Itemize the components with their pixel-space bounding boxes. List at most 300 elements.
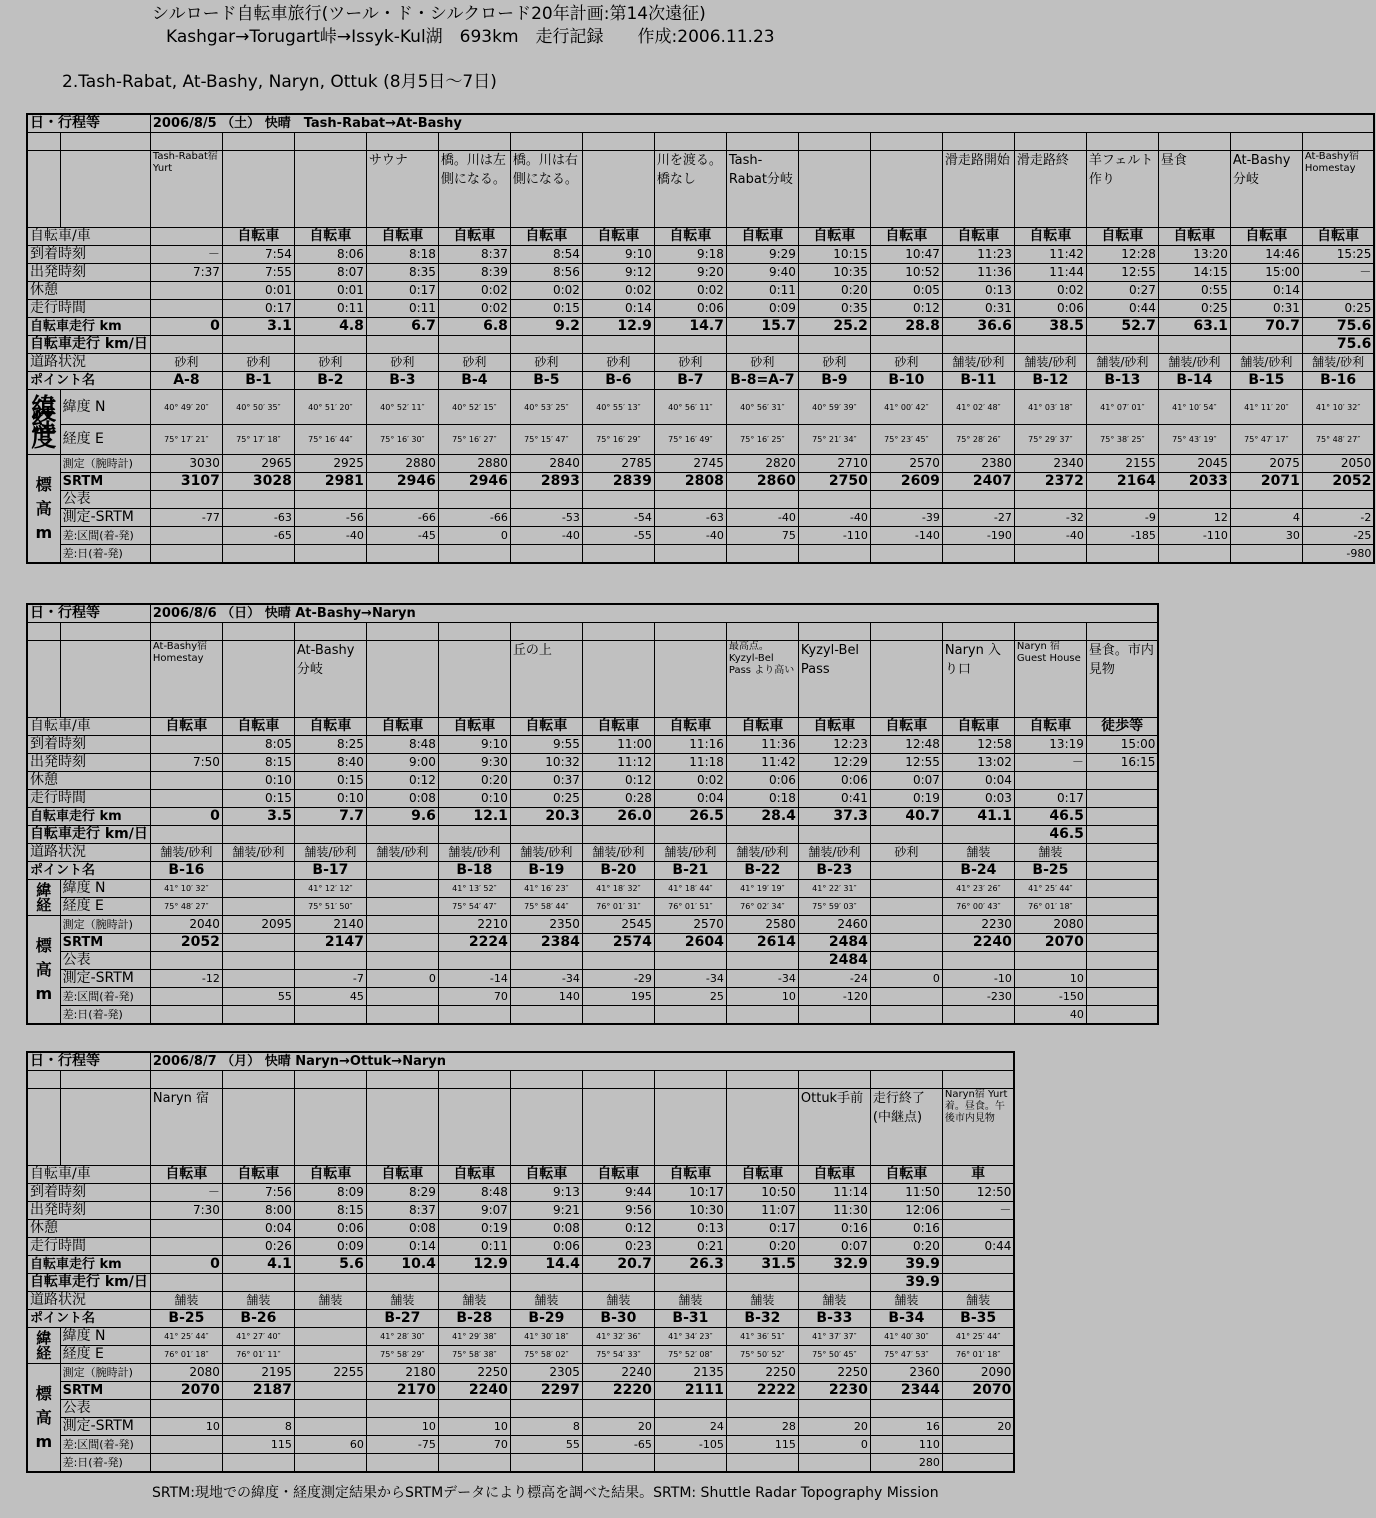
lon-cell: 75° 23′ 45″ (870, 425, 942, 455)
blank-cell (582, 1071, 654, 1089)
day-log-table-aug5 (26, 113, 1375, 564)
row-diff-srtm-cell: -66 (438, 509, 510, 527)
row-measured-cell: 2340 (1014, 455, 1086, 473)
row-road-cell: 舗装 (798, 1292, 870, 1310)
row-diff-srtm-cell: -40 (798, 509, 870, 527)
row-diff-srtm-cell (294, 1418, 366, 1436)
row-depart-cell: 7:55 (222, 264, 294, 282)
row-depart-cell: 8:00 (222, 1202, 294, 1220)
blank-cell (726, 133, 798, 151)
row-road-cell: 舗装/砂利 (1158, 354, 1230, 372)
row-measured-cell: 2305 (510, 1364, 582, 1382)
row-measured-cell: 2230 (942, 916, 1014, 934)
row-diff-day-cell (150, 545, 222, 564)
lat-cell: 41° 07′ 01″ (1086, 390, 1158, 425)
row-diff-srtm-cell: 10 (438, 1418, 510, 1436)
row-official-cell (654, 1400, 726, 1418)
lat-cell: 41° 28′ 30″ (366, 1328, 438, 1346)
row-vehicle (27, 1166, 1014, 1184)
row-vehicle-cell: 自転車 (582, 1166, 654, 1184)
row-diff-srtm-cell: -54 (582, 509, 654, 527)
row-srtm-cell: 2070 (1014, 934, 1086, 952)
row-arrive-cell: 9:44 (582, 1184, 654, 1202)
blank-cell (438, 623, 510, 641)
row-official-cell (150, 491, 222, 509)
row-rest (27, 772, 1158, 790)
row-vehicle-cell (150, 228, 222, 246)
lon-label: 経度 E (60, 1346, 150, 1364)
row-road-cell: 舗装/砂利 (1086, 354, 1158, 372)
row-depart-cell: 7:50 (150, 754, 222, 772)
row-diff-seg-cell: -65 (222, 527, 294, 545)
row-diff-seg-cell: -110 (798, 527, 870, 545)
row-measured-cell: 2080 (150, 1364, 222, 1382)
row-point-cell: B-35 (942, 1310, 1014, 1328)
row-ride-km-day-cell (582, 1274, 654, 1292)
row-ride-km-cell: 46.5 (1014, 808, 1086, 826)
row-vehicle-cell: 自転車 (510, 718, 582, 736)
row-ride-km-day-cell (366, 1274, 438, 1292)
row-rest-cell: 0:12 (582, 1220, 654, 1238)
row-official-label: 公表 (60, 952, 150, 970)
row-ride-km-day-cell (726, 336, 798, 354)
row-ride-km-cell: 28.4 (726, 808, 798, 826)
row-rest-cell: 0:02 (654, 282, 726, 300)
row-ride-km-day-cell (654, 336, 726, 354)
row-diff-day-cell (222, 545, 294, 564)
row-arrive-cell: 15:00 (1086, 736, 1158, 754)
row-rest-cell (942, 1220, 1014, 1238)
row-srtm-cell: 2604 (654, 934, 726, 952)
row-vehicle-cell: 自転車 (438, 1166, 510, 1184)
row-arrive-cell: 12:50 (942, 1184, 1014, 1202)
blank-cell (1014, 133, 1086, 151)
day-log-table-aug6 (26, 603, 1159, 1025)
row-point-cell: B-25 (1014, 862, 1086, 880)
row-point-cell: B-6 (582, 372, 654, 390)
row-diff-srtm-cell: -56 (294, 509, 366, 527)
lat-cell: 40° 59′ 39″ (798, 390, 870, 425)
row-official-cell (1230, 491, 1302, 509)
row-point-cell: B-34 (870, 1310, 942, 1328)
row-ride-km-day-cell (510, 826, 582, 844)
row-official-cell (294, 491, 366, 509)
point-description: Tash-Rabat分岐 (726, 151, 798, 228)
row-road-cell: 舗装 (726, 1292, 798, 1310)
row-measured-cell: 2250 (798, 1364, 870, 1382)
row-ride-km-day-cell (150, 1274, 222, 1292)
row-ride-km-day-cell (1014, 336, 1086, 354)
row-vehicle (27, 228, 1374, 246)
row-official-cell (366, 1400, 438, 1418)
row-diff-seg-cell: 140 (510, 988, 582, 1006)
row-diff-seg-cell (150, 1436, 222, 1454)
point-description (582, 641, 654, 718)
row-ride-km-cell: 37.3 (798, 808, 870, 826)
row-measured-cell: 2140 (294, 916, 366, 934)
lat-cell: 41° 27′ 40″ (222, 1328, 294, 1346)
row-ride-km-cell: 14.7 (654, 318, 726, 336)
row-arrive-cell: 11:23 (942, 246, 1014, 264)
row-diff-day-cell (510, 545, 582, 564)
row-arrive-cell: 11:16 (654, 736, 726, 754)
row-depart-cell: 10:32 (510, 754, 582, 772)
row-ride-time-cell: 0:11 (438, 1238, 510, 1256)
row-arrive-cell: 9:18 (654, 246, 726, 264)
point-description: 橋。川は右側になる。 (510, 151, 582, 228)
row-ride-km-day-cell (294, 826, 366, 844)
desc-label-cell (27, 151, 60, 228)
row-diff-seg-cell: -65 (582, 1436, 654, 1454)
row-ride-time-cell: 0:08 (366, 790, 438, 808)
lon-cell: 75° 38′ 25″ (1086, 425, 1158, 455)
row-diff-srtm-cell: -14 (438, 970, 510, 988)
row-rest-cell: 0:08 (510, 1220, 582, 1238)
row-diff-day-cell (222, 1454, 294, 1473)
row-diff-seg-cell: -105 (654, 1436, 726, 1454)
row-ride-time-cell: 0:14 (366, 1238, 438, 1256)
row-ride-km-day-cell (510, 1274, 582, 1292)
row-vehicle-cell: 自転車 (1230, 228, 1302, 246)
lon-cell: 75° 47′ 17″ (1230, 425, 1302, 455)
row-rest-cell: 0:06 (294, 1220, 366, 1238)
lon-cell: 75° 16′ 49″ (654, 425, 726, 455)
row-official-cell (222, 952, 294, 970)
row-depart-cell: － (942, 1202, 1014, 1220)
row-arrive-cell: 9:10 (582, 246, 654, 264)
row-ride-km-cell: 3.1 (222, 318, 294, 336)
row-point-cell: B-4 (438, 372, 510, 390)
lon-cell: 76° 01′ 18″ (1014, 898, 1086, 916)
lon-cell: 76° 01′ 11″ (222, 1346, 294, 1364)
row-rest-cell: 0:17 (726, 1220, 798, 1238)
row-diff-srtm-cell: 0 (870, 970, 942, 988)
row-measured-cell: 2570 (654, 916, 726, 934)
row-srtm-cell: 2609 (870, 473, 942, 491)
row-rest-cell: 0:08 (366, 1220, 438, 1238)
row-srtm-cell: 2946 (438, 473, 510, 491)
row-diff-seg (27, 988, 1158, 1006)
point-description (870, 641, 942, 718)
row-ride-time-cell: 0:15 (222, 790, 294, 808)
row-road-cell: 砂利 (222, 354, 294, 372)
point-description (294, 1089, 366, 1166)
row-ride-km-day-cell (654, 826, 726, 844)
row-diff-seg-cell: -55 (582, 527, 654, 545)
row-diff-seg-cell: -40 (510, 527, 582, 545)
row-measured-cell: 2380 (942, 455, 1014, 473)
row-arrive-cell: 11:00 (582, 736, 654, 754)
row-ride-km-day-cell: 39.9 (870, 1274, 942, 1292)
row-official-cell (510, 1400, 582, 1418)
row-road-cell: 砂利 (798, 354, 870, 372)
blank-cell (870, 623, 942, 641)
row-diff-day-cell (870, 545, 942, 564)
lon-cell: 75° 17′ 21″ (150, 425, 222, 455)
row-point-cell: B-28 (438, 1310, 510, 1328)
row-diff-srtm-cell: -9 (1086, 509, 1158, 527)
row-official-cell (942, 1400, 1014, 1418)
row-diff-seg-cell: 55 (222, 988, 294, 1006)
row-official-cell (510, 952, 582, 970)
row-road-cell: 砂利 (870, 844, 942, 862)
row-diff-seg-cell: -40 (294, 527, 366, 545)
row-srtm-cell: 2981 (294, 473, 366, 491)
row-diff-seg-cell: -185 (1086, 527, 1158, 545)
row-depart (27, 264, 1374, 282)
row-diff-day-cell (942, 545, 1014, 564)
row-diff-srtm-cell: -40 (726, 509, 798, 527)
row-rest-cell: 0:02 (438, 282, 510, 300)
row-point-cell: B-17 (294, 862, 366, 880)
lon-cell: 76° 00′ 43″ (942, 898, 1014, 916)
point-description (222, 641, 294, 718)
row-point-label: ポイント名 (27, 862, 150, 880)
row-rest-cell: 0:06 (726, 772, 798, 790)
row-point-cell: B-20 (582, 862, 654, 880)
row-srtm-cell: 2222 (726, 1382, 798, 1400)
row-road (27, 844, 1158, 862)
row-depart-cell: 11:30 (798, 1202, 870, 1220)
row-ride-km-day-cell (366, 336, 438, 354)
lon-label: 経度 E (60, 425, 150, 455)
row-ride-km-cell: 38.5 (1014, 318, 1086, 336)
point-description (582, 151, 654, 228)
row-road-label: 道路状況 (27, 354, 150, 372)
row-official-cell (1014, 491, 1086, 509)
row-ride-km-day-cell (798, 336, 870, 354)
row-srtm-cell (1086, 934, 1158, 952)
row-official-cell (438, 952, 510, 970)
row-diff-day-cell (438, 1006, 510, 1025)
row-depart (27, 1202, 1014, 1220)
lat-cell: 40° 55′ 13″ (582, 390, 654, 425)
row-diff-seg-cell: 0 (438, 527, 510, 545)
row-ride-km-day-cell (294, 336, 366, 354)
row-diff-seg-cell: -75 (366, 1436, 438, 1454)
row-ride-km-cell: 52.7 (1086, 318, 1158, 336)
row-ride-km-cell: 32.9 (798, 1256, 870, 1274)
row-diff-srtm-cell: -66 (366, 509, 438, 527)
row-depart-cell: 11:18 (654, 754, 726, 772)
row-official-cell (150, 1400, 222, 1418)
row-measured (27, 1364, 1014, 1382)
lon-cell: 75° 58′ 02″ (510, 1346, 582, 1364)
desc-label-cell (27, 641, 60, 718)
lon-cell: 75° 48′ 27″ (150, 898, 222, 916)
row-arrive-label: 到着時刻 (27, 736, 150, 754)
row-depart-cell: 9:40 (726, 264, 798, 282)
row-official-cell (1086, 952, 1158, 970)
row-ride-time-cell: 0:04 (654, 790, 726, 808)
row-depart-cell: 8:37 (366, 1202, 438, 1220)
row-diff-day-cell: -980 (1302, 545, 1374, 564)
row-measured-cell: 2040 (150, 916, 222, 934)
row-srtm-cell (294, 1382, 366, 1400)
row-ride-time-cell: 0:10 (294, 790, 366, 808)
row-description (27, 151, 1374, 228)
row-measured-cell: 2090 (942, 1364, 1014, 1382)
lon-cell: 75° 58′ 38″ (438, 1346, 510, 1364)
lon-cell: 75° 16′ 27″ (438, 425, 510, 455)
point-description: Naryn 宿 (150, 1089, 222, 1166)
row-ride-time-cell: 0:44 (942, 1238, 1014, 1256)
row-srtm-cell: 3107 (150, 473, 222, 491)
row-point-cell: B-9 (798, 372, 870, 390)
point-description (510, 1089, 582, 1166)
blank-cell (27, 623, 60, 641)
row-rest-cell: 0:16 (870, 1220, 942, 1238)
row-point-cell (222, 862, 294, 880)
row-road-cell: 砂利 (510, 354, 582, 372)
row-arrive-cell: 9:10 (438, 736, 510, 754)
row-ride-km-cell: 70.7 (1230, 318, 1302, 336)
row-ride-km-day-cell (942, 826, 1014, 844)
lat-label: 緯度 N (60, 880, 150, 898)
row-diff-srtm-cell: 8 (222, 1418, 294, 1436)
blank-cell (222, 623, 294, 641)
blank-cell (366, 1071, 438, 1089)
row-ride-time (27, 790, 1158, 808)
row-vehicle-cell: 自転車 (942, 228, 1014, 246)
row-diff-day-cell (366, 1006, 438, 1025)
lon-cell: 75° 47′ 53″ (870, 1346, 942, 1364)
row-rest-cell (150, 282, 222, 300)
row-diff-seg-cell: -230 (942, 988, 1014, 1006)
row-diff-seg-cell: -190 (942, 527, 1014, 545)
row-ride-time-cell (150, 300, 222, 318)
row-depart-cell: 8:15 (222, 754, 294, 772)
document-title: シルロード自転車旅行(ツール・ド・シルクロード20年計画:第14次遠征) (152, 4, 706, 24)
latlon-side-label: 緯経 (27, 880, 60, 916)
row-ride-km-cell: 12.9 (582, 318, 654, 336)
row-official-cell (870, 952, 942, 970)
point-description (366, 641, 438, 718)
row-ride-km-cell: 10.4 (366, 1256, 438, 1274)
lat-cell (870, 880, 942, 898)
row-official-cell (222, 1400, 294, 1418)
row-rest-cell: 0:13 (942, 282, 1014, 300)
row-diff-seg-cell: 10 (726, 988, 798, 1006)
row-rest-cell: 0:12 (366, 772, 438, 790)
row-rest-cell (150, 772, 222, 790)
point-description (222, 1089, 294, 1166)
row-vehicle-cell: 自転車 (294, 718, 366, 736)
desc-label-cell (60, 151, 150, 228)
row-point-cell: B-19 (510, 862, 582, 880)
row-diff-day-cell (510, 1454, 582, 1473)
lon-cell: 75° 15′ 47″ (510, 425, 582, 455)
row-road-label: 道路状況 (27, 1292, 150, 1310)
row-measured-cell: 2155 (1086, 455, 1158, 473)
row-ride-km-cell: 20.3 (510, 808, 582, 826)
row-point-cell: B-5 (510, 372, 582, 390)
row-depart-cell: 12:55 (870, 754, 942, 772)
row-ride-km-day-cell (726, 826, 798, 844)
row-diff-day-cell: 40 (1014, 1006, 1086, 1025)
row-ride-km-cell: 0 (150, 808, 222, 826)
row-vehicle-cell: 自転車 (798, 1166, 870, 1184)
row-vehicle-cell: 車 (942, 1166, 1014, 1184)
point-description: 滑走路開始 (942, 151, 1014, 228)
row-arrive-cell (150, 736, 222, 754)
row-lat (27, 1328, 1014, 1346)
row-arrive-cell: 12:23 (798, 736, 870, 754)
lon-cell: 75° 51′ 50″ (294, 898, 366, 916)
day-log-table-aug7 (26, 1051, 1015, 1473)
row-rest-cell: 0:14 (1230, 282, 1302, 300)
row-arrive-cell: 15:25 (1302, 246, 1374, 264)
row-vehicle-cell: 自転車 (870, 228, 942, 246)
row-diff-srtm-cell: -77 (150, 509, 222, 527)
row-ride-km-day-cell (654, 1274, 726, 1292)
row-arrive-cell: 11:42 (1014, 246, 1086, 264)
row-official-cell (366, 491, 438, 509)
row-ride-time-cell: 0:31 (1230, 300, 1302, 318)
row-diff-day-cell (222, 1006, 294, 1025)
row-official-cell (582, 491, 654, 509)
row-road (27, 1292, 1014, 1310)
row-measured-cell: 2250 (726, 1364, 798, 1382)
row-rest-cell: 0:15 (294, 772, 366, 790)
row-diff-srtm-cell: -34 (654, 970, 726, 988)
row-diff-day-cell (510, 1006, 582, 1025)
elevation-side-label: 標高m (27, 455, 60, 564)
lon-cell: 75° 43′ 19″ (1158, 425, 1230, 455)
row-ride-time-cell: 0:23 (582, 1238, 654, 1256)
desc-label-cell (60, 1089, 150, 1166)
row-diff-seg-label: 差:区間(着-発) (60, 1436, 150, 1454)
row-depart-cell: 9:07 (438, 1202, 510, 1220)
row-ride-km-cell: 12.1 (438, 808, 510, 826)
row-rest-cell: 0:01 (222, 282, 294, 300)
blank-cell (222, 1071, 294, 1089)
row-depart-cell: 7:37 (150, 264, 222, 282)
row-rest (27, 1220, 1014, 1238)
row-ride-time-cell (150, 1238, 222, 1256)
point-description: 丘の上 (510, 641, 582, 718)
row-diff-day-cell (654, 1454, 726, 1473)
row-official-cell: 2484 (798, 952, 870, 970)
lon-cell (870, 898, 942, 916)
lon-cell (1086, 898, 1158, 916)
row-road-cell: 舗装/砂利 (510, 844, 582, 862)
row-official-cell (366, 952, 438, 970)
blank-cell (366, 623, 438, 641)
row-vehicle-cell: 自転車 (1302, 228, 1374, 246)
row-diff-day (27, 545, 1374, 564)
row-measured-cell: 2050 (1302, 455, 1374, 473)
row-ride-time (27, 300, 1374, 318)
row-rest-cell: 0:20 (438, 772, 510, 790)
row-official-cell (870, 1400, 942, 1418)
row-arrive-cell: 14:46 (1230, 246, 1302, 264)
point-description (654, 1089, 726, 1166)
blank-cell (1302, 133, 1374, 151)
row-rest-cell: 0:06 (798, 772, 870, 790)
row-point-cell (870, 862, 942, 880)
row-point-cell: B-15 (1230, 372, 1302, 390)
row-ride-km-label: 自転車走行 km (27, 1256, 150, 1274)
row-road-cell: 舗装 (582, 1292, 654, 1310)
row-official-cell (1158, 491, 1230, 509)
row-srtm-cell: 2224 (438, 934, 510, 952)
row-ride-time-cell: 0:11 (294, 300, 366, 318)
row-point-cell (1086, 862, 1158, 880)
row-vehicle-cell: 自転車 (222, 228, 294, 246)
row-diff-srtm-cell: 16 (870, 1418, 942, 1436)
row-diff-seg-cell: 115 (222, 1436, 294, 1454)
